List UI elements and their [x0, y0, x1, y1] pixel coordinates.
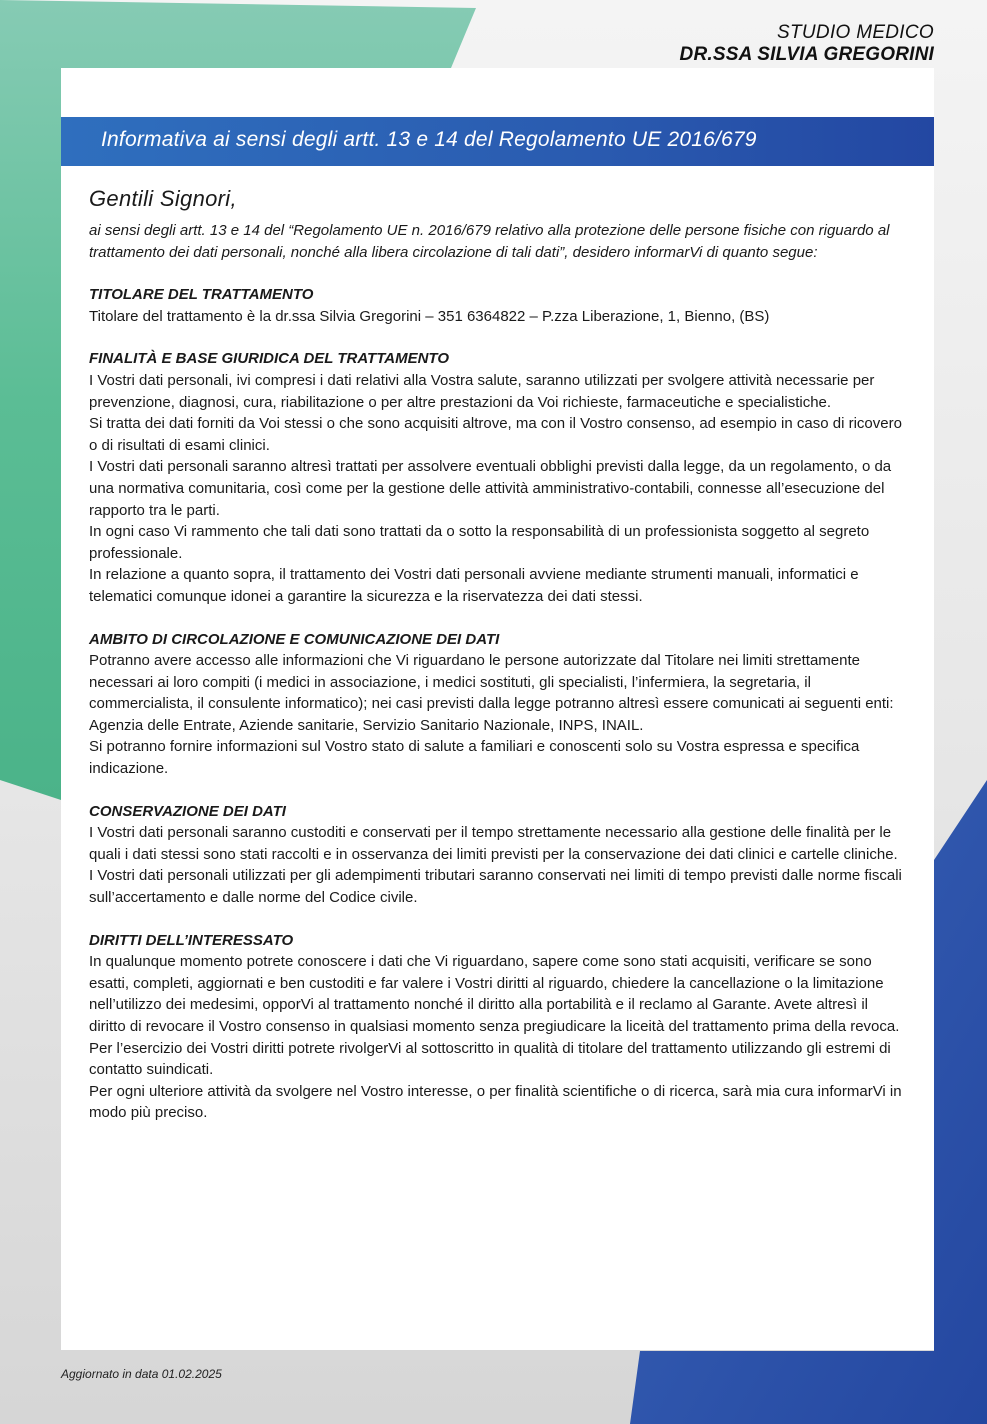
update-date: Aggiornato in data 01.02.2025 — [61, 1367, 222, 1381]
section-diritti — [89, 930, 907, 1124]
document-title: Informativa ai sensi degli artt. 13 e 14 del Regolamento UE 2016/679 — [101, 128, 757, 151]
section-paragraph: Si tratta dei dati forniti da Voi stessi o che sono acquisiti altrove, ma con il Vostro consenso, ad esempio in caso di ricovero o di risultati di esami clinici. — [89, 415, 902, 454]
section-paragraph: I Vostri dati personali utilizzati per gli adempimenti tributari saranno conservati nei limiti di tempo previsti dalle norme fiscali sull’accertamento e dalle norme del Codice civile. — [89, 867, 902, 907]
section-paragraph: Per l’esercizio dei Vostri diritti potrete rivolgerVi al sottoscritto in qualità di titolare del trattamento utilizzando gli estremi di contatto suindicati. — [89, 1039, 891, 1079]
section-finalita — [89, 348, 907, 607]
section-paragraph: I Vostri dati personali saranno custoditi e conservati per il tempo strettamente necessario alla gestione delle finalità per le quali i dati stessi sono stati raccolti e in osservanza dei limiti previsti per la conservazione dei dati clinici e cartelle cliniche. — [89, 824, 898, 863]
section-title: TITOLARE DEL TRATTAMENTO — [89, 286, 314, 304]
intro-paragraph: ai sensi degli artt. 13 e 14 del “Regolamento UE n. 2016/679 relativo alla protezione delle persone fisiche con riguardo al trattamento dei dati personali, nonché alla libera circolazione di tali dati”, desidero informarVi di quanto segue: — [89, 222, 890, 261]
section-paragraph: I Vostri dati personali, ivi compresi i dati relativi alla Vostra salute, saranno utilizzati per svolgere attività necessarie per prevenzione, diagnosi, cura, riabilitazione o per altre prestazioni da Voi richieste, farmaceutiche e specialistiche. — [89, 371, 875, 411]
section-paragraph: In ogni caso Vi rammento che tali dati sono trattati da o sotto la responsabilità di un professionista soggetto al segreto professionale. — [89, 523, 870, 562]
section-conservazione — [89, 801, 907, 909]
section-title: FINALITÀ E BASE GIURIDICA DEL TRATTAMENTO — [89, 350, 449, 368]
section-ambito — [89, 629, 907, 780]
section-paragraph: Per ogni ulteriore attività da svolgere nel Vostro interesse, o per finalità scientifiche o di ricerca, sarà mia cura informarVi in modo più preciso. — [89, 1082, 902, 1122]
section-title: CONSERVAZIONE DEI DATI — [89, 802, 286, 820]
section-paragraph: I Vostri dati personali saranno altresì trattati per assolvere eventuali obblighi previsti dalla legge, da un regolamento, o da una normativa comunitaria, così come per la gestione delle attività amministrativo-contabili, connesse all’esecuzione del rapporto tra le parti. — [89, 458, 892, 519]
section-paragraph: Potranno avere accesso alle informazioni che Vi riguardano le persone autorizzate dal Titolare nei limiti strettamente necessari ai loro compiti (i medici in associazione, i medici sostituti, gli specialisti, l’infermiera, la segretaria, il commercialista, il consulente informatico); nei casi previsti dalla legge potranno altresì essere comunicati ai seguenti enti: Agenzia delle Entrate, Aziende sanitarie, Servizio Sanitario Nazionale, INPS, INAIL. — [89, 652, 894, 734]
greeting: Gentili Signori, — [89, 186, 237, 211]
document-title-banner — [61, 117, 934, 166]
section-title: AMBITO DI CIRCOLAZIONE E COMUNICAZIONE DEI DATI — [89, 630, 500, 648]
section-paragraph: In relazione a quanto sopra, il trattamento dei Vostri dati personali avviene mediante strumenti manuali, informatici e telematici comunque idonei a garantire la sicurezza e la riservatezza dei dati stessi. — [89, 566, 859, 605]
section-titolare — [89, 284, 907, 327]
studio-label: STUDIO MEDICO — [777, 22, 934, 43]
section-paragraph: Si potranno fornire informazioni sul Vostro stato di salute a familiari e conoscenti solo su Vostra espressa e specifica indicazione. — [89, 738, 860, 778]
section-title: DIRITTI DELL’INTERESSATO — [89, 931, 294, 949]
studio-header — [680, 22, 934, 66]
doctor-name: DR.SSA SILVIA GREGORINI — [679, 44, 934, 65]
section-paragraph: In qualunque momento potrete conoscere i dati che Vi riguardano, sapere come sono stati acquisiti, verificare se sono esatti, completi, aggiornati e ben custoditi e far valere i Vostri diritti al riguardo, chiedere la cancellazione o la limitazione nell’utilizzo dei medesimi, opporVi al trattamento nonché il diritto alla portabilità e il reclamo al Garante. Avete altresì il diritto di revocare il Vostro consenso in qualsiasi momento senza pregiudicare la liceità del trattamento prima della revoca. — [89, 953, 900, 1035]
document-body — [89, 184, 907, 1124]
section-paragraph: Titolare del trattamento è la dr.ssa Silvia Gregorini – 351 6364822 – P.zza Liberazione, 1, Bienno, (BS) — [89, 307, 770, 325]
